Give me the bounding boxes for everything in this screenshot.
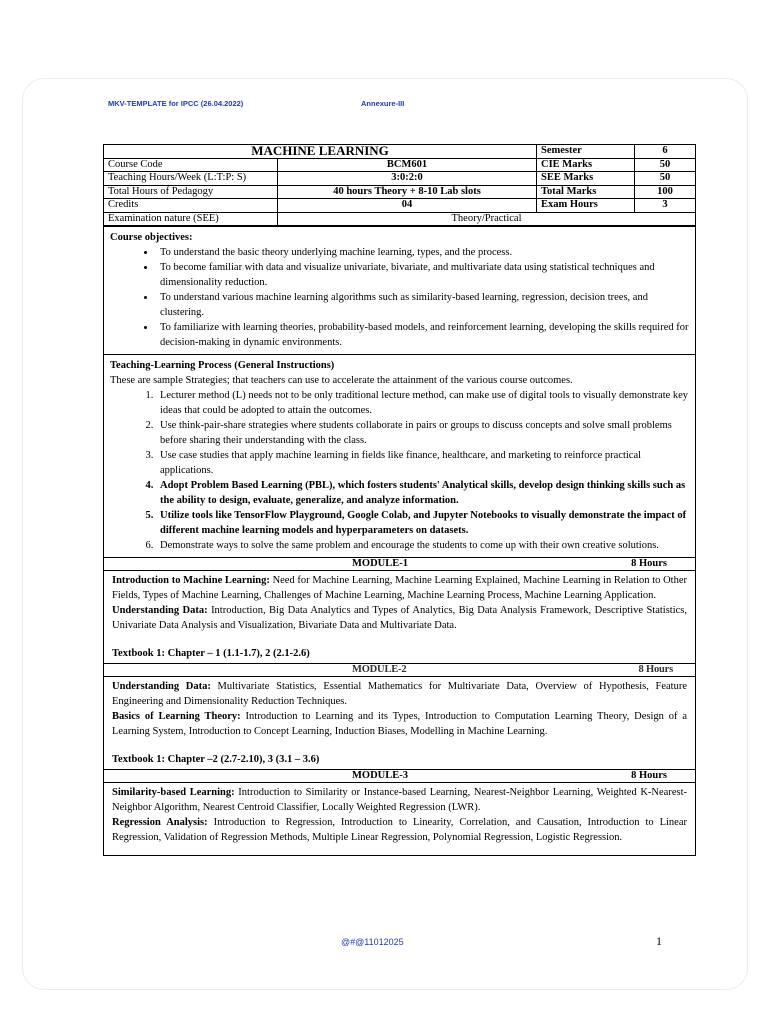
teaching-heading: Teaching-Learning Process (General Instructions) xyxy=(110,360,335,371)
module-3-body: Similarity-based Learning: Introduction to Similarity or Instance-based Learning, Nearest-Neighbor Learning, Weighted K-Nearest-Neighbor Algorithm, Nearest Centroid Classifier, Locally Weighted Regression (LWR). Regression Analysis: Introduction to Regression, Introduction to Linearity, Correlation, and Causation, Introduction to Linear Regression, Validation of Regression Methods, Multiple Linear Regression, Polynomial Regression, Logistic Regression. xyxy=(112,787,687,843)
module-textbook: Textbook 1: Chapter – 1 (1.1-1.7), 2 (2.1-2.6) xyxy=(112,648,310,659)
module-2-header xyxy=(104,663,695,677)
list-item: 6. Demonstrate ways to solve the same problem and encourage the students to come up with their own creative solutions. xyxy=(156,538,689,553)
list-item: • To understand various machine learning algorithms such as similarity-based learning, regression, decision trees, and clustering. xyxy=(156,290,689,320)
list-item: 1. Lecturer method (L) needs not to be only traditional lecture method, can make use of digital tools to visually demonstrate key ideas that could be adopted to attain the outcomes. xyxy=(156,388,689,418)
list-item: • To become familiar with data and visualize univariate, bivariate, and multivariate data using statistical techniques and dimensionality reduction. xyxy=(156,260,689,290)
module-hours: 8 Hours xyxy=(631,770,667,781)
semester-value: 6 xyxy=(635,145,696,158)
footer-code: @#@11012025 xyxy=(341,937,404,947)
teaching-intro: These are sample Strategies; that teachers can use to accelerate the attainment of the various course outcomes. xyxy=(110,375,573,386)
objectives-heading: Course objectives: xyxy=(110,232,193,243)
module-name: MODULE-1 xyxy=(352,558,408,569)
module-3-header xyxy=(104,769,695,783)
list-item: 4. Adopt Problem Based Learning (PBL), which fosters students' Analytical skills, develop design thinking skills such as the ability to design, evaluate, generalize, and analyze information. xyxy=(156,478,689,508)
module-2-body: Understanding Data: Multivariate Statistics, Essential Mathematics for Multivariate Data, Overview of Hypothesis, Feature Engineering and Dimensionality Reduction Techniques. Basics of Learning Theory: Introduction to Learning and its Types, Introduction to Computation Learning Theory, Design of a Learning System, Introduction to Concept Learning, Induction Biases, Modelling in Machine Learning. Textbook 1: Chapter –2 (2.7-2.10), 3 (3.1 – 3.6) xyxy=(112,681,687,765)
table-row xyxy=(104,212,695,226)
module-1-header xyxy=(104,557,695,571)
list-item: 3. Use case studies that apply machine learning in fields like finance, healthcare, and marketing to reinforce practical applications. xyxy=(156,448,689,478)
page-number: 1 xyxy=(656,934,662,948)
course-objectives xyxy=(104,226,695,354)
module-name: MODULE-3 xyxy=(352,770,408,781)
syllabus-document xyxy=(103,144,696,856)
table-row: Total Hours of Pedagogy 40 hours Theory + 8-10 Lab slots Total Marks 100 xyxy=(104,185,695,199)
list-item: • To understand the basic theory underlying machine learning, types, and the process. xyxy=(156,245,689,260)
table-row: Course Code BCM601 CIE Marks 50 xyxy=(104,158,695,172)
list-item: 2. Use think-pair-share strategies where students collaborate in pairs or groups to discuss concepts and solve small problems before sharing their understanding with the class. xyxy=(156,418,689,448)
module-1-body: Introduction to Machine Learning: Need for Machine Learning, Machine Learning Explained, Machine Learning in Relation to Other Fields, Types of Machine Learning, Challenges of Machine Learning, Machine Learning Process, Machine Learning Application. Understanding Data: Introduction, Big Data Analytics and Types of Analytics, Big Data Analysis Framework, Descriptive Statistics, Univariate Data Analysis and Visualization, Bivariate Data and Multivariate Data. Textbook 1: Chapter – 1 (1.1-1.7), 2 (2.1-2.6) xyxy=(112,575,687,659)
semester-label: Semester xyxy=(537,145,635,158)
module-name: MODULE-2 xyxy=(352,664,407,675)
exam-nature-value: Theory/Practical xyxy=(278,212,696,226)
module-textbook: Textbook 1: Chapter –2 (2.7-2.10), 3 (3.1 – 3.6) xyxy=(112,754,320,765)
module-hours: 8 Hours xyxy=(638,664,673,675)
list-item: 5. Utilize tools like TensorFlow Playground, Google Colab, and Jupyter Notebooks to visually demonstrate the impact of different machine learning models and hyperparameters on datasets. xyxy=(156,508,689,538)
table-row: Credits 04 Exam Hours 3 xyxy=(104,199,695,213)
module-hours: 8 Hours xyxy=(631,558,667,569)
template-label: MKV-TEMPLATE for IPCC (26.04.2022) xyxy=(108,99,244,108)
list-item: • To familiarize with learning theories, probability-based models, and reinforcement learning, developing the skills required for decision-making in dynamic environments. xyxy=(156,320,689,350)
course-info-table xyxy=(104,145,695,226)
annexure-label: Annexure-III xyxy=(361,99,405,108)
table-row: Teaching Hours/Week (L:T:P: S) 3:0:2:0 SEE Marks 50 xyxy=(104,172,695,186)
exam-nature-label: Examination nature (SEE) xyxy=(104,212,278,226)
course-title: MACHINE LEARNING xyxy=(104,145,537,158)
teaching-learning-process xyxy=(104,354,695,557)
